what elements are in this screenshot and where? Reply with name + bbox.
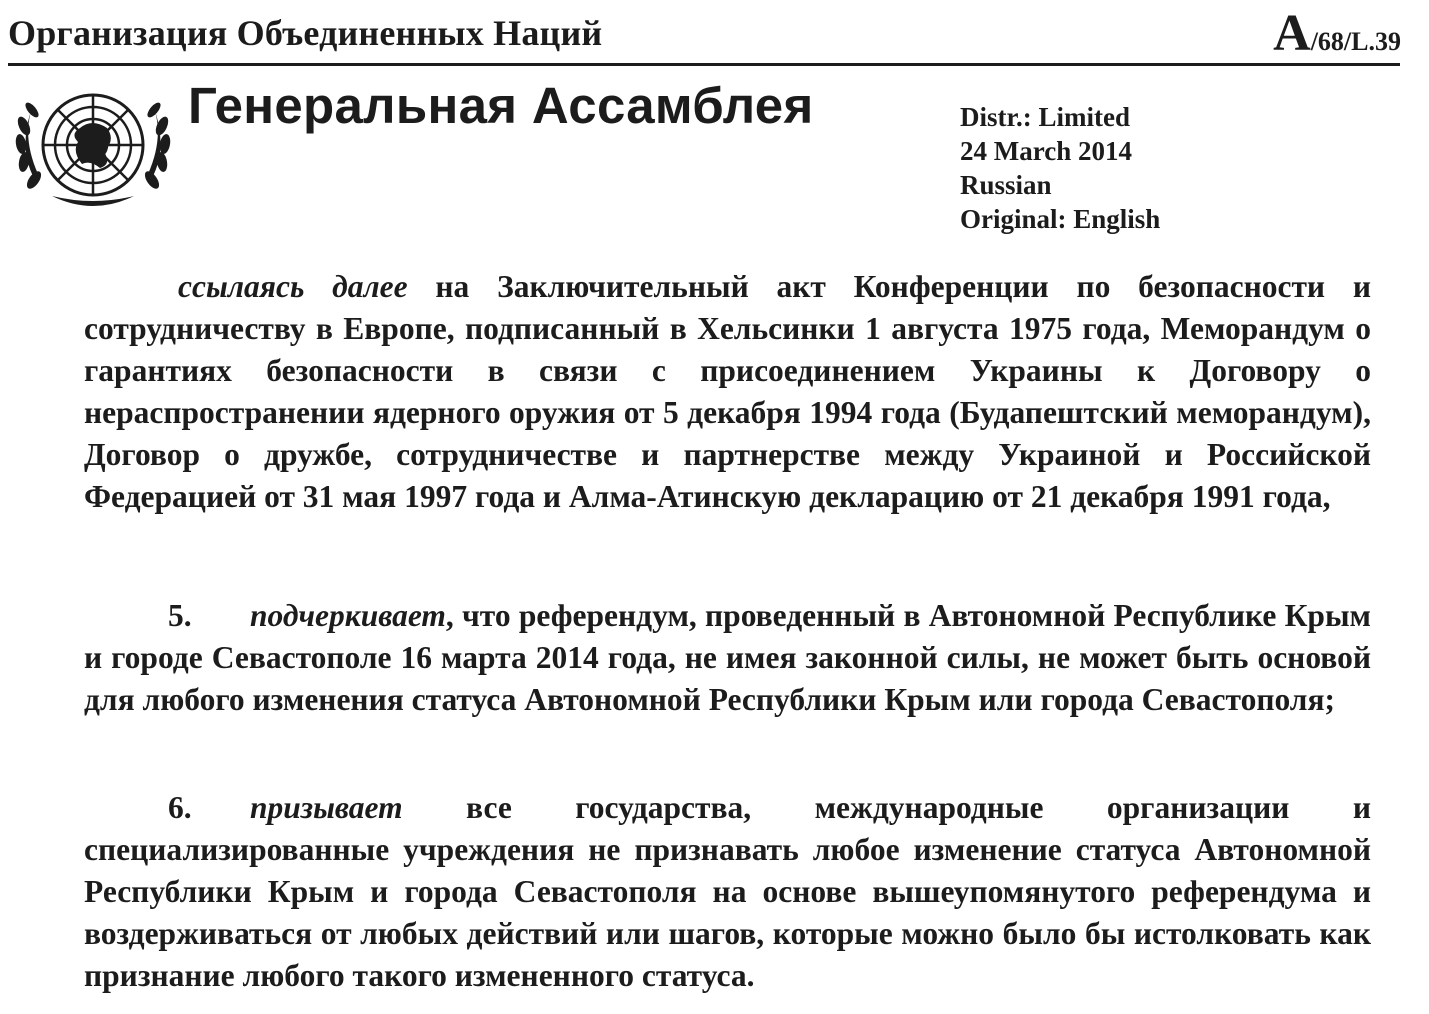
distribution-language: Russian (960, 170, 1052, 200)
operative-paragraph-6 (84, 787, 1371, 997)
distribution-block (960, 100, 1160, 236)
paragraph-number: 5. (168, 598, 192, 633)
distribution-original: Original: English (960, 204, 1161, 234)
document-symbol (1273, 4, 1401, 63)
header-rule (8, 63, 1400, 66)
distribution-date: 24 March 2014 (960, 136, 1132, 166)
operative-paragraph-5 (84, 595, 1371, 721)
un-emblem-icon (12, 78, 174, 216)
paragraph-text: , что референдум, проведенный в Автономной Республике Крым и городе Севастополе 16 марта 2014 года, не имея законной силы, не может быть основой для любого изменения статуса Автономной Республики Крым или города Севастополя; (84, 598, 1371, 717)
paragraph-number: 6. (168, 790, 192, 825)
organization-name: Организация Объединенных Наций (8, 13, 603, 53)
paragraph-text: на Заключительный акт Конференции по безопасности и сотрудничеству в Европе, подписанный в Хельсинки 1 августа 1975 года, Меморандум о гарантиях безопасности в связи с присоединением Украины к Договору о нераспространении ядерного оружия от 5 декабря 1994 года (Будапештский меморандум), Договор о дружбе, сотрудничестве и партнерстве между Украиной и Российской Федерацией от 31 мая 1997 года и Алма-Атинскую декларацию от 21 декабря 1991 года, (84, 269, 1372, 514)
document-symbol-number: /68/L.39 (1310, 27, 1401, 56)
document-symbol-letter: A (1273, 5, 1311, 62)
assembly-title: Генеральная Ассамблея (188, 77, 814, 134)
paragraph-lead: подчеркивает (250, 598, 446, 633)
paragraph-lead: призывает (250, 790, 403, 825)
paragraph-text: все государства, международные организации и специализированные учреждения не признавать любое изменение статуса Автономной Республики Крым и города Севастополя на основе вышеупомянутого референдума и воздерживаться от любых действий или шагов, которые можно было бы истолковать как признание любого такого измененного статуса. (84, 790, 1371, 993)
distribution-status: Distr.: Limited (960, 102, 1130, 132)
preamble-paragraph (84, 266, 1371, 518)
paragraph-lead: ссылаясь далее (178, 269, 408, 304)
